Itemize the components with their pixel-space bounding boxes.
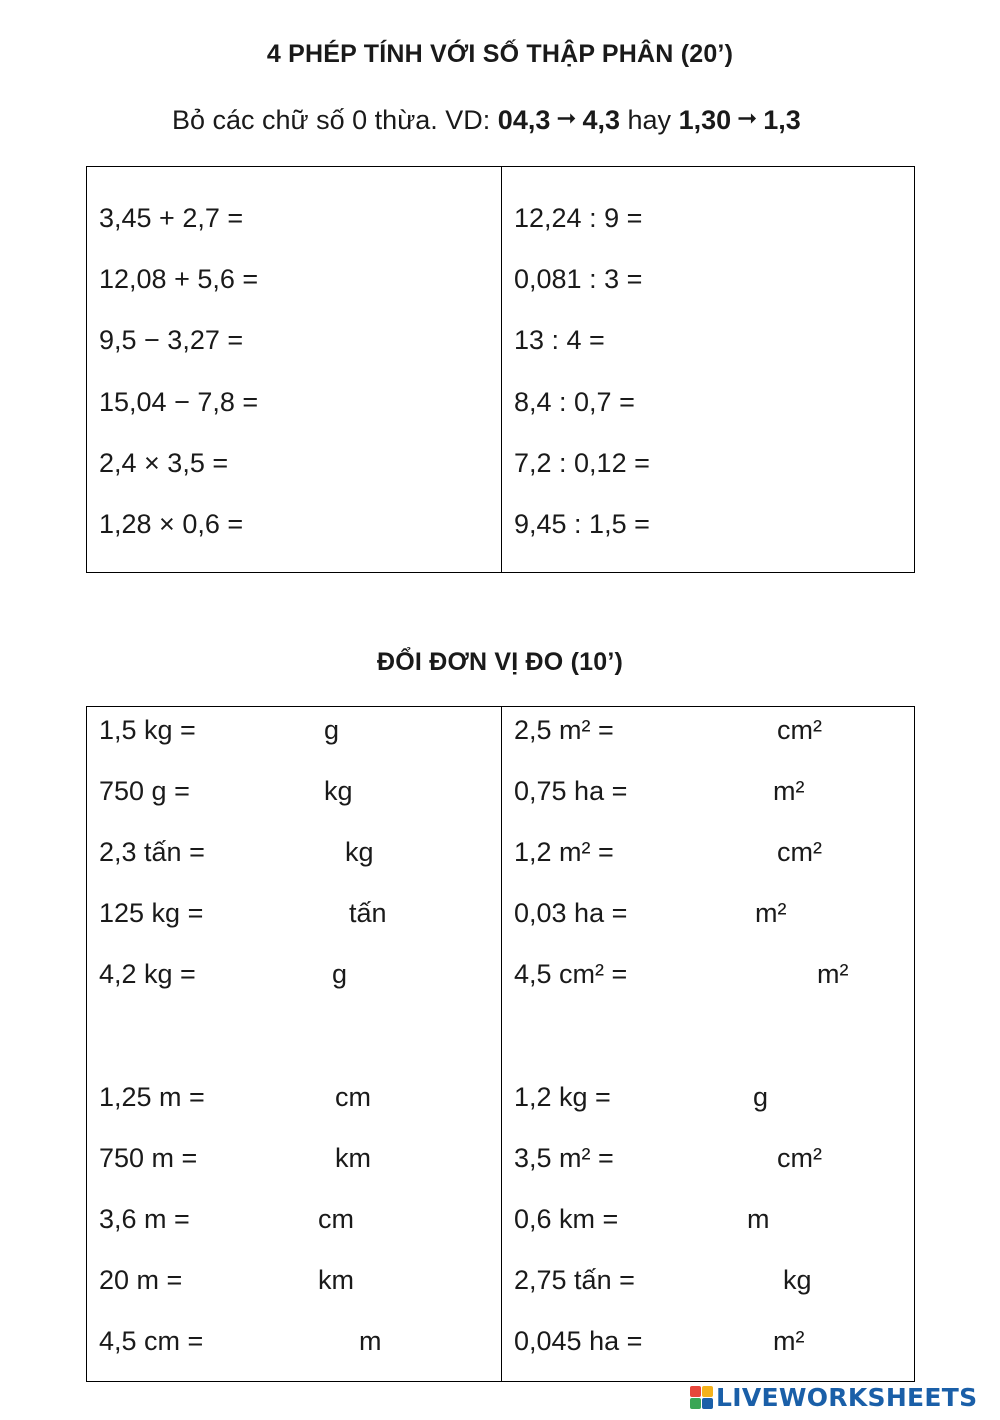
conversion-left-expr-3: 2,3 tấn = (99, 837, 205, 867)
conversion-right-expr-10: 0,045 ha = (514, 1326, 643, 1356)
logo-square-blue (702, 1398, 713, 1409)
arrow-right-icon: ➞ (737, 105, 758, 132)
example1-from: 04,3 (497, 105, 551, 135)
note-intro: Bỏ các chữ số 0 thừa. VD: (172, 105, 498, 135)
conversion-right-unit-2: m² (773, 776, 805, 806)
conversion-right-expr-2: 0,75 ha = (514, 776, 628, 806)
conversion-left-expr-9: 20 m = (99, 1265, 183, 1295)
conversion-left-expr-4: 125 kg = (99, 898, 204, 928)
conversion-right-expr-8: 0,6 km = (514, 1204, 619, 1234)
exercise-right-5: 7,2 : 0,12 = (514, 448, 650, 478)
logo-square-green (690, 1398, 701, 1409)
conversion-left-expr-7: 750 m = (99, 1143, 198, 1173)
conversion-left-unit-4: tấn (349, 898, 387, 928)
example2-to: 1,3 (763, 105, 801, 135)
conversion-right-unit-7: cm² (777, 1143, 822, 1173)
conversion-right-expr-7: 3,5 m² = (514, 1143, 614, 1173)
section2-title: ĐỔI ĐƠN VỊ ĐO (10’) (377, 648, 623, 676)
conversion-left-expr-6: 1,25 m = (99, 1082, 205, 1112)
arithmetic-table (86, 166, 915, 573)
conversion-left-unit-3: kg (345, 837, 374, 867)
section1-title: 4 PHÉP TÍNH VỚI SỐ THẬP PHÂN (20’) (266, 40, 734, 68)
exercise-left-3: 9,5 − 3,27 = (99, 325, 244, 355)
logo-square-red (690, 1386, 701, 1397)
exercise-left-5: 2,4 × 3,5 = (99, 448, 229, 478)
conversion-left-unit-1: g (324, 715, 340, 745)
exercise-left-6: 1,28 × 0,6 = (99, 509, 244, 539)
exercise-right-3: 13 : 4 = (514, 325, 605, 355)
logo-text: LIVEWORKSHEETS (716, 1382, 978, 1412)
conversion-right-expr-6: 1,2 kg = (514, 1082, 611, 1112)
exercise-right-2: 0,081 : 3 = (514, 264, 643, 294)
example2-from: 1,30 (678, 105, 732, 135)
note-middle: hay (620, 105, 679, 135)
conversion-right-expr-1: 2,5 m² = (514, 715, 614, 745)
conversion-left-expr-2: 750 g = (99, 776, 190, 806)
conversion-left-unit-7: km (335, 1143, 371, 1173)
conversion-left-unit-2: kg (324, 776, 353, 806)
conversion-right-unit-4: m² (755, 898, 787, 928)
conversion-right-unit-9: kg (783, 1265, 812, 1295)
conversion-right-expr-3: 1,2 m² = (514, 837, 614, 867)
exercise-left-4: 15,04 − 7,8 = (99, 387, 259, 417)
conversion-right-unit-1: cm² (777, 715, 822, 745)
conversion-left-unit-10: m (359, 1326, 382, 1356)
conversion-left-unit-9: km (318, 1265, 354, 1295)
conversion-right-unit-6: g (753, 1082, 769, 1112)
conversion-left-unit-5: g (332, 959, 348, 989)
conversion-right-unit-3: cm² (777, 837, 822, 867)
conversion-right-unit-10: m² (773, 1326, 805, 1356)
conversion-right-unit-8: m (747, 1204, 770, 1234)
logo-square-yellow (702, 1386, 713, 1397)
conversion-right-expr-4: 0,03 ha = (514, 898, 628, 928)
liveworksheets-logo-icon (690, 1386, 713, 1409)
arrow-right-icon: ➞ (556, 105, 577, 132)
column-divider (501, 707, 502, 1381)
conversion-left-expr-1: 1,5 kg = (99, 715, 196, 745)
column-divider (501, 167, 502, 572)
exercise-right-6: 9,45 : 1,5 = (514, 509, 650, 539)
conversion-left-expr-5: 4,2 kg = (99, 959, 196, 989)
conversion-left-unit-8: cm (318, 1204, 354, 1234)
conversion-left-unit-6: cm (335, 1082, 371, 1112)
exercise-left-2: 12,08 + 5,6 = (99, 264, 259, 294)
conversion-left-expr-8: 3,6 m = (99, 1204, 190, 1234)
liveworksheets-logo[interactable] (690, 1380, 990, 1414)
unit-conversion-table (86, 706, 915, 1382)
instruction-note (172, 105, 801, 136)
exercise-right-4: 8,4 : 0,7 = (514, 387, 635, 417)
conversion-right-unit-5: m² (817, 959, 849, 989)
exercise-left-1: 3,45 + 2,7 = (99, 203, 244, 233)
example1-to: 4,3 (582, 105, 621, 135)
exercise-right-1: 12,24 : 9 = (514, 203, 643, 233)
conversion-right-expr-9: 2,75 tấn = (514, 1265, 635, 1295)
conversion-left-expr-10: 4,5 cm = (99, 1326, 204, 1356)
conversion-right-expr-5: 4,5 cm² = (514, 959, 628, 989)
